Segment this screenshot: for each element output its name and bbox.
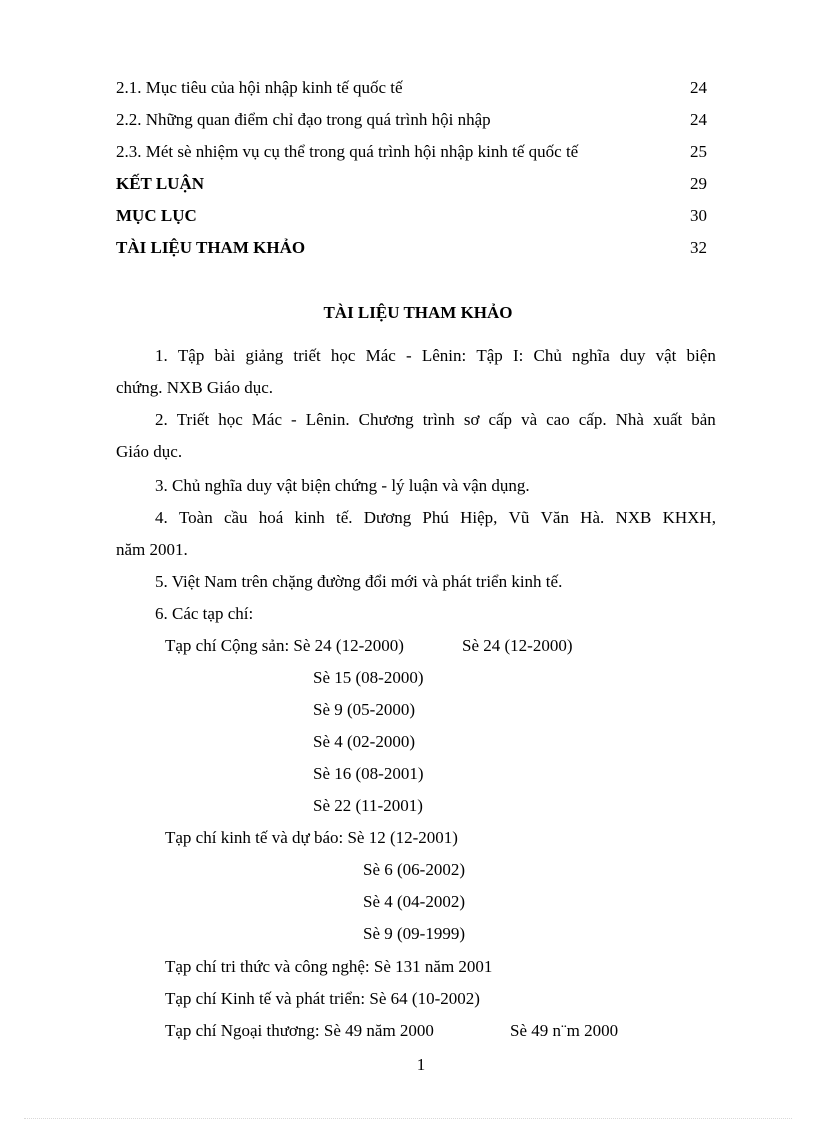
reference-word: Triết [176, 410, 210, 429]
reference-word: và [521, 410, 538, 429]
journal-issue: Sè 22 (11-2001) [313, 796, 423, 815]
reference-word: Lênin: [421, 346, 467, 365]
journal-issue: Sè 16 (08-2001) [313, 764, 424, 783]
toc-entry-page: 25 [690, 142, 707, 161]
toc-entry-page: 30 [690, 206, 707, 225]
reference-word: Tập [476, 346, 503, 365]
reference-word: bản [691, 410, 716, 429]
reference-word: kinh [294, 508, 325, 527]
journal-ngoai-thuong-extra: Sè 49 n¨m 2000 [510, 1021, 619, 1040]
reference-item-5: 5. Việt Nam trên chặng đường đổi mới và phát triển kinh tế. [155, 572, 563, 591]
reference-item-3: 3. Chủ nghĩa duy vật biện chứng - lý luận và vận dụng. [155, 476, 530, 495]
reference-item-1-line1 [155, 346, 716, 366]
reference-word: Hiệp, [460, 508, 498, 527]
reference-word: - [291, 410, 297, 429]
reference-word: duy [619, 346, 646, 365]
reference-word: biện [686, 346, 716, 365]
reference-word: học [330, 346, 356, 365]
reference-word: 4. [155, 508, 168, 527]
journal-issue: Sè 6 (06-2002) [363, 860, 465, 879]
page-bottom-divider [24, 1118, 792, 1119]
journal-ngoai-thuong: Tạp chí Ngoại thương: Sè 49 năm 2000 [165, 1021, 434, 1040]
reference-word: bài [214, 346, 236, 365]
reference-item-1-line2: chứng. NXB Giáo dục. [116, 378, 273, 397]
reference-item-4-line2: năm 2001. [116, 540, 188, 559]
toc-entry-label: TÀI LIỆU THAM KHẢO [116, 238, 306, 257]
reference-word: nghĩa [572, 346, 610, 365]
reference-word: cầu [223, 508, 248, 527]
references-title: TÀI LIỆU THAM KHẢO [323, 303, 513, 322]
toc-entry-label: 2.3. Mét sè nhiệm vụ cụ thể trong quá trình hội nhập kinh tế quốc tế [116, 142, 579, 161]
reference-item-2-line1 [155, 410, 716, 430]
journal-issue: Sè 9 (09-1999) [363, 924, 465, 943]
reference-word: Chương [358, 410, 414, 429]
toc-entry-label: MỤC LỤC [116, 206, 197, 225]
reference-word: 2. [155, 410, 168, 429]
reference-word: giảng [245, 346, 284, 365]
reference-word: Văn [540, 508, 569, 527]
journal-issue: Sè 4 (04-2002) [363, 892, 465, 911]
journal-issue: Sè 4 (02-2000) [313, 732, 415, 751]
journal-cong-san-extra: Sè 24 (12-2000) [462, 636, 573, 655]
page-number: 1 [416, 1055, 426, 1074]
reference-word: KHXH, [662, 508, 716, 527]
reference-word: NXB [615, 508, 652, 527]
reference-word: Dương [363, 508, 412, 527]
reference-item-4-line1 [155, 508, 716, 528]
reference-word: Hà. [580, 508, 605, 527]
reference-word: Phú [422, 508, 449, 527]
reference-word: Lênin. [305, 410, 350, 429]
reference-word: cấp [488, 410, 513, 429]
reference-word: - [406, 346, 412, 365]
reference-word: cấp. [578, 410, 607, 429]
reference-word: vật [655, 346, 677, 365]
reference-word: triết [293, 346, 321, 365]
reference-word: Toàn [178, 508, 213, 527]
toc-entry-page: 32 [690, 238, 707, 257]
reference-word: Vũ [508, 508, 530, 527]
reference-word: Mác [251, 410, 283, 429]
reference-word: trình [422, 410, 455, 429]
toc-entry-page: 29 [690, 174, 707, 193]
toc-entry-label: 2.1. Mục tiêu của hội nhập kinh tế quốc tế [116, 78, 403, 97]
reference-word: Chủ [533, 346, 562, 365]
reference-item-2-line2: Giáo dục. [116, 442, 183, 461]
reference-word: cao [546, 410, 570, 429]
reference-word: tế. [335, 508, 353, 527]
journal-cong-san: Tạp chí Cộng sản: Sè 24 (12-2000) [165, 636, 404, 655]
journal-kinh-te-du-bao: Tạp chí kinh tế và dự báo: Sè 12 (12-2001) [165, 828, 458, 847]
reference-word: học [218, 410, 243, 429]
reference-word: xuất [652, 410, 683, 429]
reference-word: hoá [258, 508, 284, 527]
reference-word: Tập [177, 346, 205, 365]
toc-entry-page: 24 [690, 78, 707, 97]
journal-issue: Sè 9 (05-2000) [313, 700, 415, 719]
reference-word: Nhà [615, 410, 644, 429]
reference-word: Mác [365, 346, 396, 365]
reference-word: sơ [463, 410, 480, 429]
toc-entry-page: 24 [690, 110, 707, 129]
journal-issue: Sè 15 (08-2000) [313, 668, 424, 687]
toc-entry-label: KẾT LUẬN [116, 174, 205, 193]
reference-word: 1. [155, 346, 168, 365]
journal-tri-thuc: Tạp chí tri thức và công nghệ: Sè 131 năm 2001 [165, 957, 493, 976]
reference-item-6: 6. Các tạp chí: [155, 604, 254, 623]
toc-entry-label: 2.2. Những quan điểm chỉ đạo trong quá trình hội nhập [116, 110, 491, 129]
journal-kinh-te-phat-trien: Tạp chí Kinh tế và phát triển: Sè 64 (10-2002) [165, 989, 480, 1008]
reference-word: I: [512, 346, 524, 365]
